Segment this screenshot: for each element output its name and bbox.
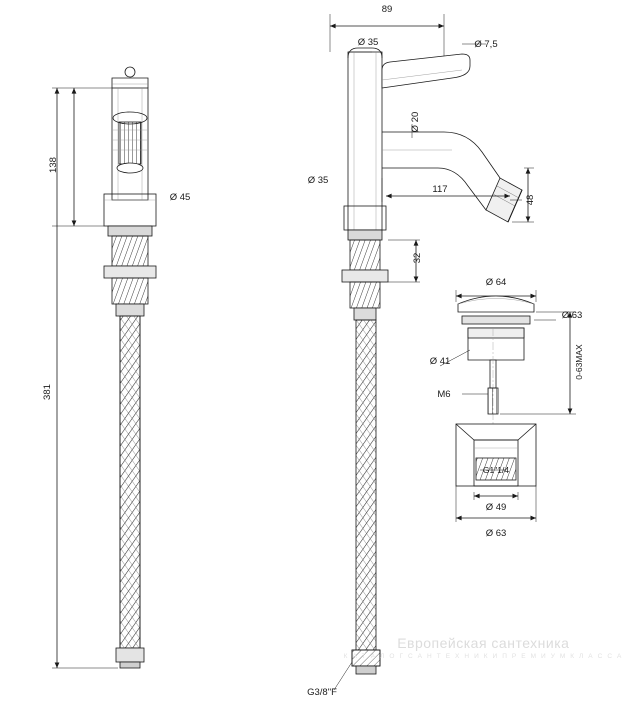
- dim-waste-flange-diameter: Ø 63: [485, 528, 507, 539]
- dim-side-hose-thread: G3/8"F: [307, 687, 337, 698]
- dim-side-body-diameter: Ø 35: [307, 175, 329, 186]
- dim-front-total-length: 381: [42, 384, 53, 400]
- waste-detail-geometry: [440, 290, 576, 522]
- dim-waste-body-thread: G1"1/4: [482, 465, 510, 475]
- dim-waste-stem-diameter: Ø 41: [429, 356, 451, 367]
- dim-waste-seal-diameter: Ø 63: [561, 310, 583, 321]
- dim-side-lever-diameter: Ø 7,5: [474, 39, 498, 50]
- dim-waste-body-diameter: Ø 49: [485, 502, 507, 513]
- front-view-geometry: [52, 67, 156, 668]
- dim-front-height-spout: 138: [48, 157, 59, 173]
- dim-side-spout-diameter: Ø 20: [410, 111, 421, 133]
- dim-side-top-diameter: Ø 35: [357, 37, 379, 48]
- dim-side-spout-reach: 117: [432, 184, 448, 195]
- dim-front-body-diameter: Ø 45: [169, 192, 191, 203]
- watermark-subtitle: К А Т А Л О Г С А Н Т Е Х Н И К И П Р Е М И У М К Л А С С А: [343, 653, 623, 660]
- dim-side-handle-length: 89: [381, 4, 393, 15]
- dim-waste-adjust-range: 0-63MAX: [574, 344, 584, 380]
- dim-side-thread-length: 32: [412, 252, 423, 264]
- dim-waste-cap-diameter: Ø 64: [485, 277, 507, 288]
- watermark-title: Европейская сантехника: [397, 635, 570, 651]
- dim-waste-rod-thread: M6: [437, 389, 451, 400]
- dim-side-spout-drop: 48: [525, 194, 536, 206]
